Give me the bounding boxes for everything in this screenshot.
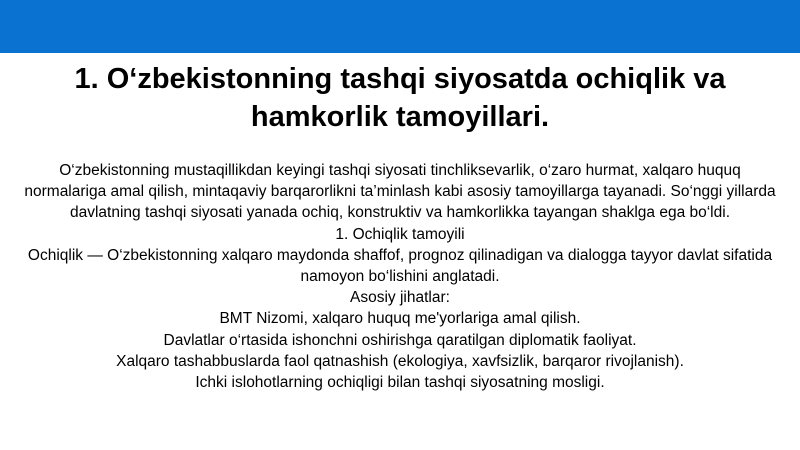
aspects-heading: Asosiy jihatlar: — [350, 289, 450, 307]
slide-title: 1. O‘zbekistonning tashqi siyosatda ochiqlik va hamkorlik tamoyillari. — [74, 63, 726, 133]
definition-paragraph: Ochiqlik — O‘zbekistonning xalqaro maydonda shaffof, prognoz qilinadigan va dialogga tayyor davlat sifatida namoyon bo‘lishini anglatadi. — [27, 246, 773, 286]
aspect-item: Ichki islohotlarning ochiqligi bilan tashqi siyosatning mosligi. — [195, 374, 605, 392]
slide-body — [20, 160, 780, 393]
aspect-item: Xalqaro tashabbuslarda faol qatnashish (ekologiya, xavfsizlik, barqaror rivojlanish). — [116, 352, 684, 370]
aspect-item: Davlatlar o‘rtasida ishonchni oshirishga qaratilgan diplomatik faoliyat. — [163, 331, 637, 349]
section-heading: 1. Ochiqlik tamoyili — [335, 225, 465, 243]
intro-paragraph: O‘zbekistonning mustaqillikdan keyingi tashqi siyosati tinchliksevarlik, o‘zaro hurmat, xalqaro huquq normalariga amal qilish, mintaqaviy barqarorlikni ta’minlash kabi asosiy tamoyillarga tayanadi. So‘nggi yillarda davlatning tashqi siyosati yanada ochiq, konstruktiv va hamkorlikka tayangan shaklga ega bo‘ldi. — [24, 162, 776, 222]
header-bar — [0, 0, 800, 53]
aspect-item: BMT Nizomi, xalqaro huquq me'yorlariga amal qilish. — [219, 310, 581, 328]
